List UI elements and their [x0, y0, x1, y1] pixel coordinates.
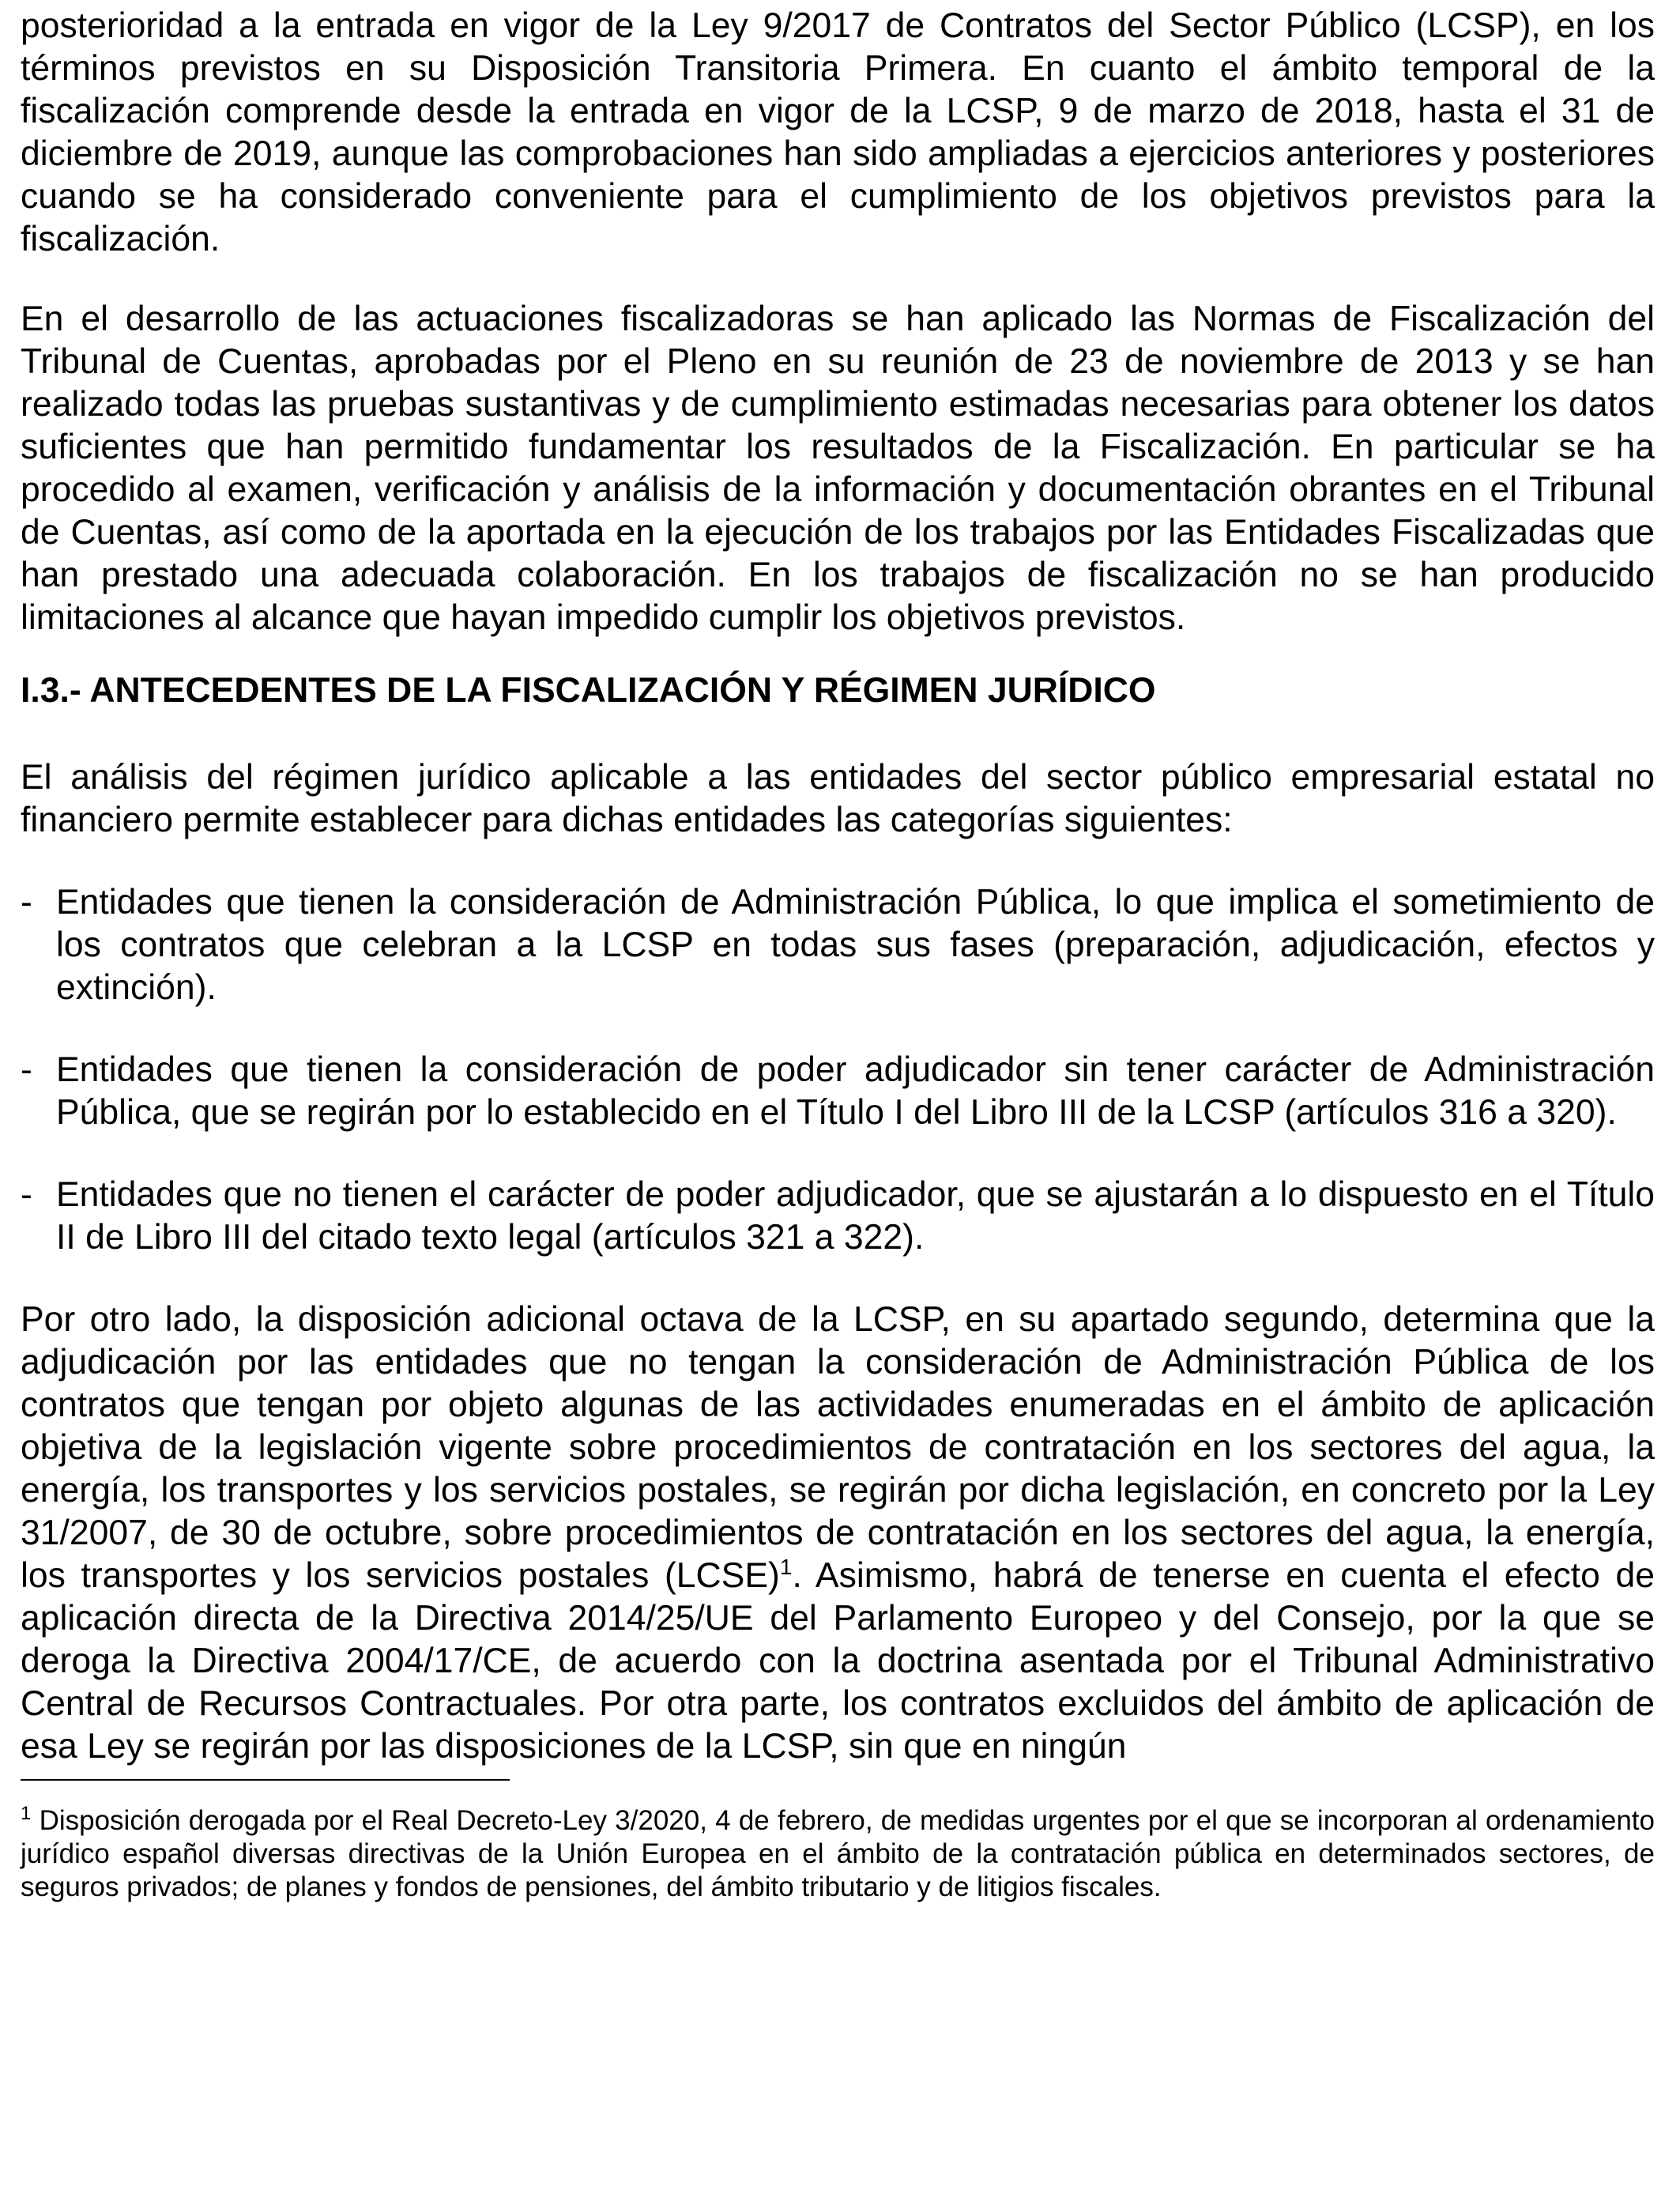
list-bullet: - — [21, 883, 32, 922]
paragraph-text-part: . Asimismo, habrá de tenerse en cuenta el efecto de aplicación directa de la Directiva 2014/25/UE del Parlamento Europeo y del Consejo, por la que se deroga la Directiva 2004/17/CE, de acuerdo con la doctrina asentada por el Tribunal Administrativo Central de Recursos Contractuales. Por otra parte, los contratos excluidos del ámbito de aplicación de esa Ley se regirán por las disposiciones de la LCSP, sin que en ningún — [21, 1556, 1656, 1766]
list-item-text: Entidades que tienen la consideración de Administración Pública, lo que implica el sometimiento de los contratos que celebran a la LCSP en todas sus fases (preparación, adjudicación, efectos y extinción). — [56, 883, 1655, 1007]
footnote-number: 1 — [21, 1803, 32, 1824]
list-item-text: Entidades que no tienen el carácter de poder adjudicador, que se ajustarán a lo dispuesto en el Título II de Libro III del citado texto legal (artículos 321 a 322). — [56, 1175, 1655, 1257]
list-item — [21, 1049, 1655, 1134]
footnote-text: Disposición derogada por el Real Decreto-Ley 3/2020, 4 de febrero, de medidas urgentes por el que se incorporan al ordenamiento jurídico español diversas directivas de la Unión Europea en el ámbito de la contratación pública en determinados sectores, de seguros privados; de planes y fondos de pensiones, del ámbito tributario y de litigios fiscales. — [21, 1805, 1655, 1902]
paragraph-text-part: Por otro lado, la disposición adicional octava de la LCSP, en su apartado segundo, determina que la adjudicación por las entidades que no tengan la consideración de Administración Pública de los contratos que tengan por objeto algunas de las actividades enumeradas en el ámbito de aplicación objetiva de la legislación vigente sobre procedimientos de contratación en los sectores del agua, la energía, los transportes y los servicios postales, se regirán por dicha legislación, en concreto por la Ley 31/2007, de 30 de octubre, sobre procedimientos de contratación en los sectores del agua, la energía, los transportes y los servicios postales (LCSE) — [21, 1300, 1655, 1595]
paragraph-methodology: En el desarrollo de las actuaciones fiscalizadoras se han aplicado las Normas de Fiscalización del Tribunal de Cuentas, aprobadas por el Pleno en su reunión de 23 de noviembre de 2013 y se han realizado todas las pruebas sustantivas y de cumplimiento estimadas necesarias para obtener los datos suficientes que han permitido fundamentar los resultados de la Fiscalización. En particular se ha procedido al examen, verificación y análisis de la información y documentación obrantes en el Tribunal de Cuentas, así como de la aportada en la ejecución de los trabajos por las Entidades Fiscalizadas que han prestado una adecuada colaboración. En los trabajos de fiscalización no se han producido limitaciones al alcance que hayan impedido cumplir los objetivos previstos. — [21, 300, 1655, 637]
paragraph-legal-regime-intro: El análisis del régimen jurídico aplicable a las entidades del sector público empresarial estatal no financiero permite establecer para dichas entidades las categorías siguientes: — [21, 758, 1655, 839]
footnote — [21, 1804, 1655, 1904]
section-heading: I.3.- ANTECEDENTES DE LA FISCALIZACIÓN Y RÉGIMEN JURÍDICO — [21, 671, 1156, 710]
paragraph-additional-provision — [21, 1299, 1655, 1768]
list-item-text: Entidades que tienen la consideración de poder adjudicador sin tener carácter de Administración Pública, que se regirán por lo establecido en el Título I del Libro III de la LCSP (artículos 316 a 320). — [56, 1050, 1655, 1132]
list-bullet: - — [21, 1050, 32, 1089]
list-item — [21, 881, 1655, 1009]
paragraph-scope: posterioridad a la entrada en vigor de la Ley 9/2017 de Contratos del Sector Público (LCSP), en los términos previstos en su Disposición Transitoria Primera. En cuanto el ámbito temporal de la fiscalización comprende desde la entrada en vigor de la LCSP, 9 de marzo de 2018, hasta el 31 de diciembre de 2019, aunque las comprobaciones han sido ampliadas a ejercicios anteriores y posteriores cuando se ha considerado conveniente para el cumplimiento de los objetivos previstos para la fiscalización. — [21, 6, 1655, 258]
footnote-separator — [21, 1779, 510, 1781]
list-bullet: - — [21, 1175, 32, 1214]
document-page — [21, 5, 1655, 1904]
footnote-reference[interactable]: 1 — [779, 1555, 793, 1579]
list-item — [21, 1174, 1655, 1259]
